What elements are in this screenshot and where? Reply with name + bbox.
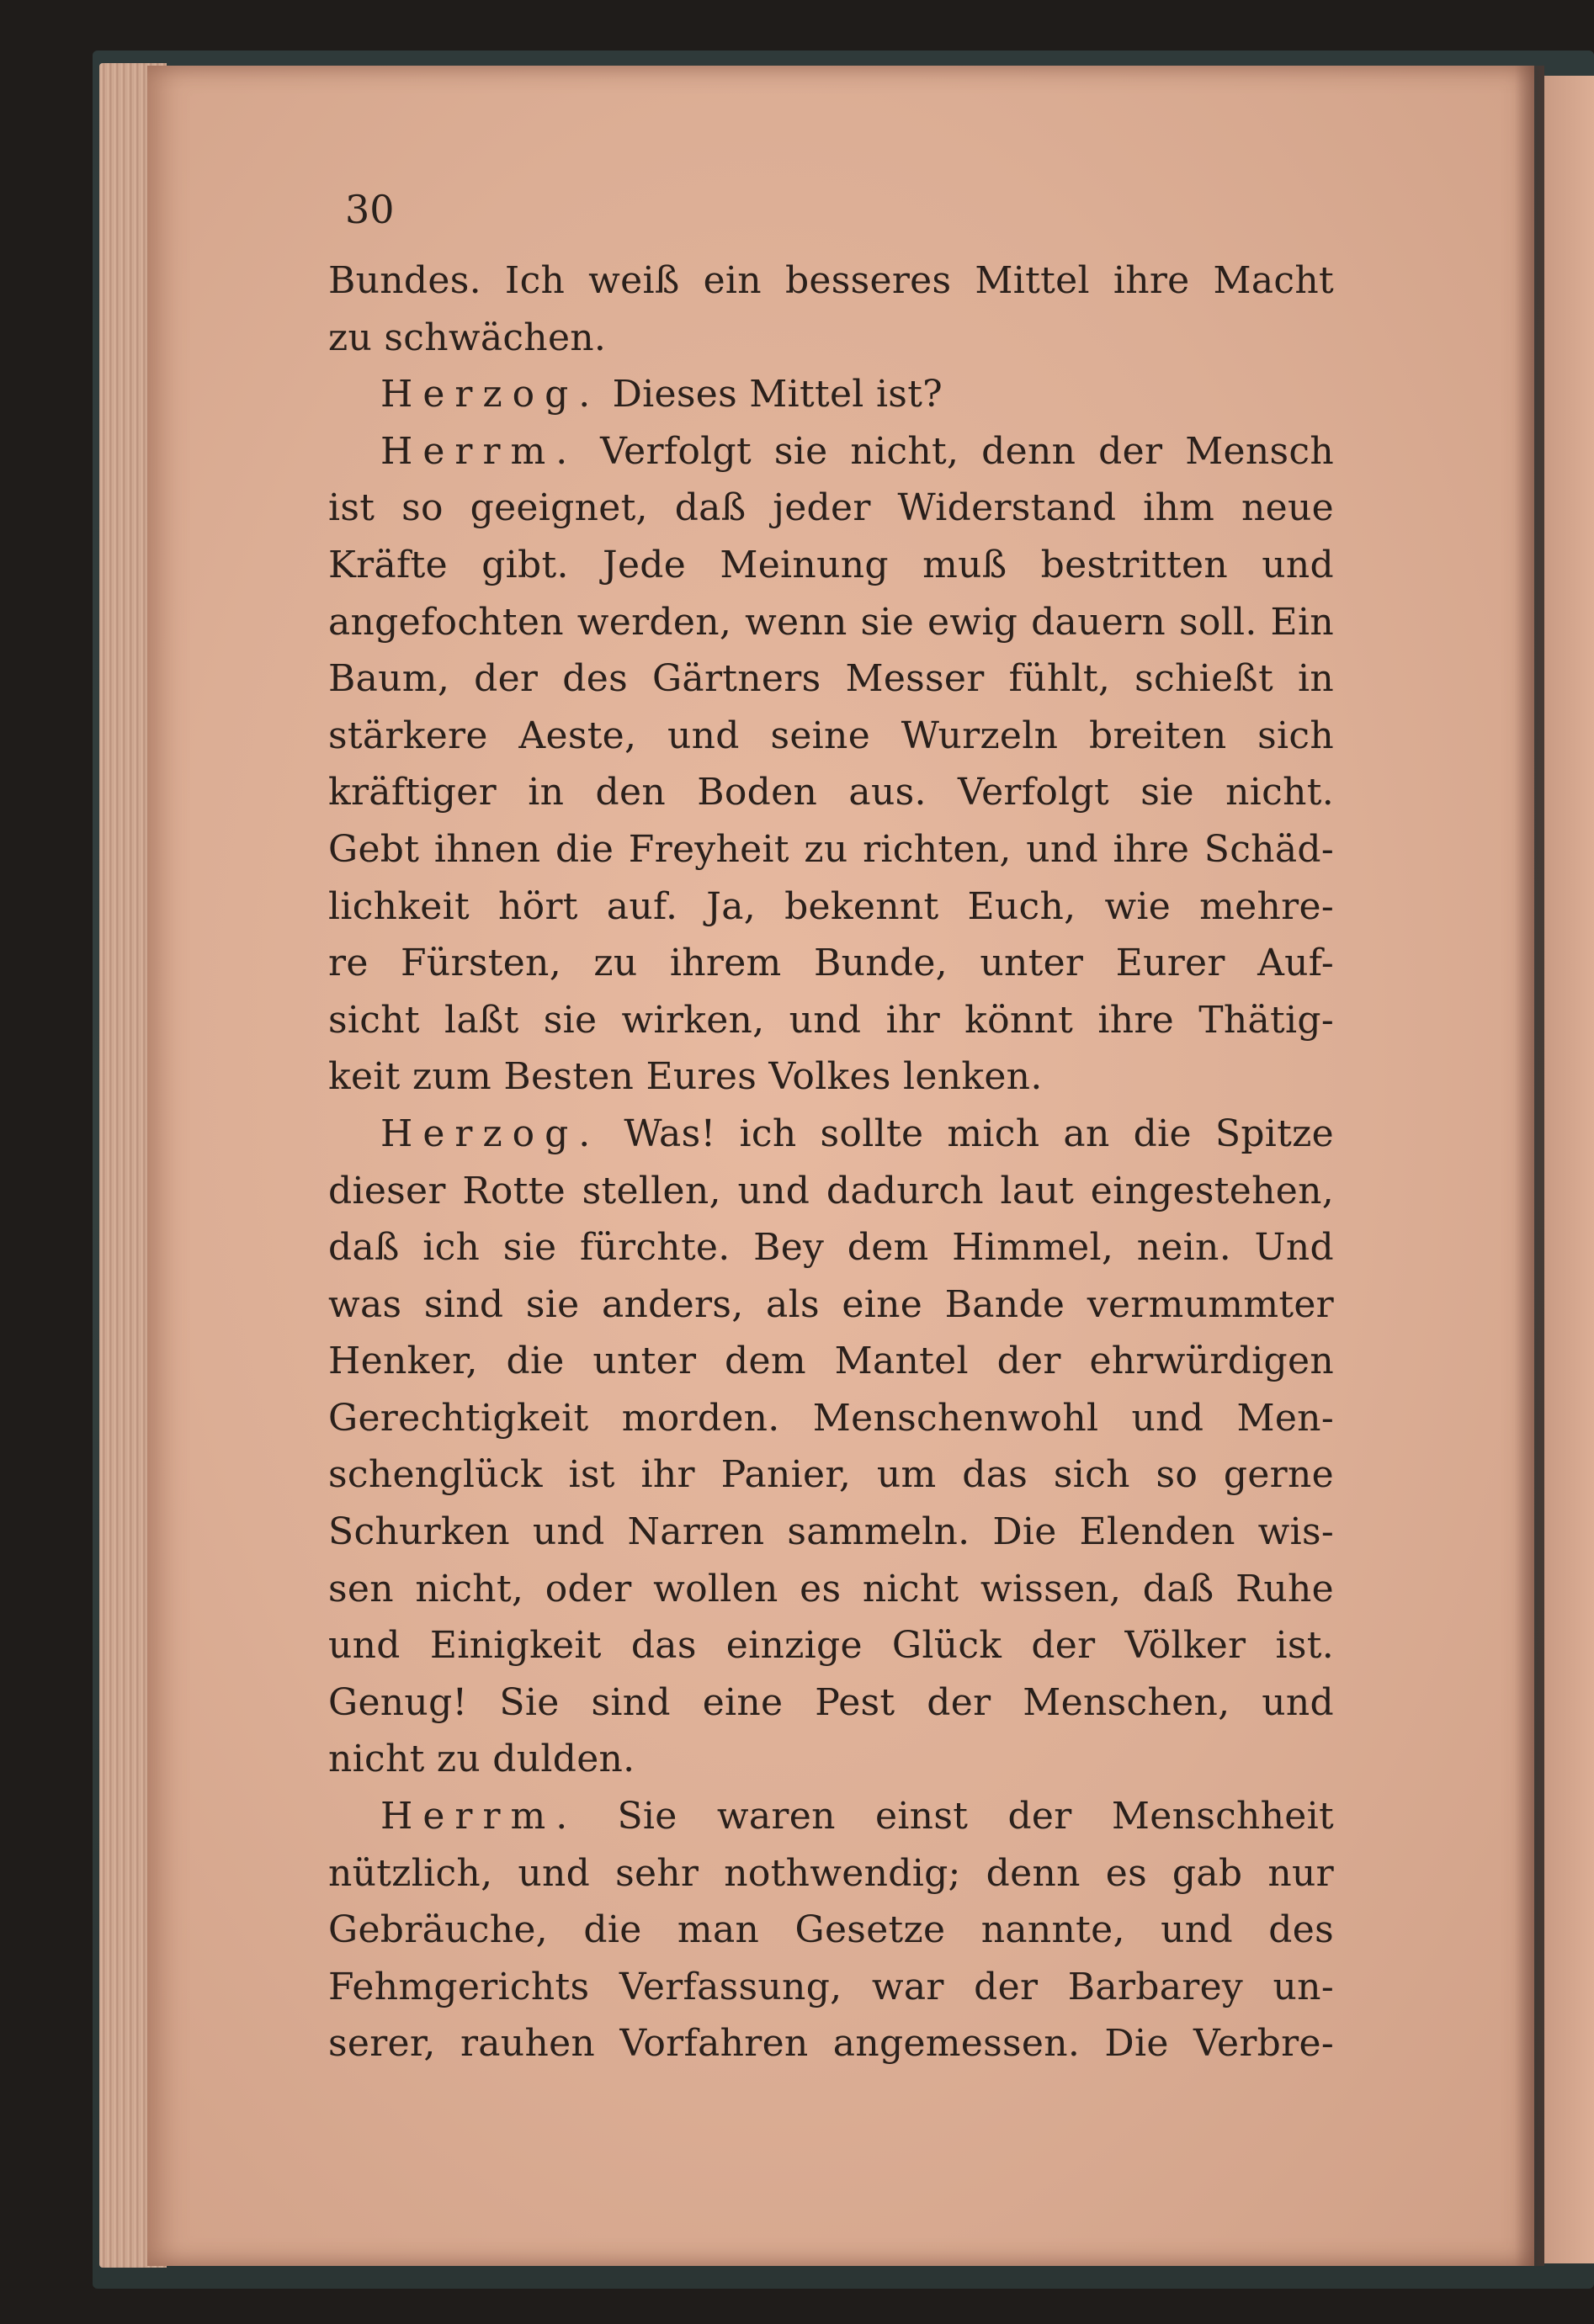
line-text: Was! ich sollte mich an die Spitze [624,1112,1334,1155]
text-line [328,821,1334,878]
text-line [328,252,1334,310]
line-text: kräftiger in den Boden aus. Verfolgt sie nicht. [328,771,1334,814]
text-line [328,650,1334,708]
text-line [328,2015,1334,2072]
speaker-name: Herzog. [380,1112,601,1155]
text-line [328,1106,1334,1163]
text-line [328,1390,1334,1447]
page-number: 30 [345,187,395,232]
text-line [328,878,1334,936]
line-text: Schurken und Narren sammeln. Die Elenden wis- [328,1510,1334,1554]
line-text: und Einigkeit das einzige Glück der Völker ist. [328,1624,1334,1668]
line-text: Gebräuche, die man Gesetze nannte, und des [328,1908,1334,1952]
line-text: sicht laßt sie wirken, und ihr könnt ihre Thätig- [328,998,1334,1042]
line-text: Verfolgt sie nicht, denn der Mensch [600,429,1334,473]
line-text: Henker, die unter dem Mantel der ehrwürdigen [328,1340,1334,1383]
text-line [328,935,1334,992]
line-text: Bundes. Ich weiß ein besseres Mittel ihre Macht [328,259,1334,302]
line-text: sen nicht, oder wollen es nicht wissen, daß Ruhe [328,1567,1334,1610]
text-line [328,537,1334,594]
speaker-name: Herrm. [380,1795,578,1839]
text-line [328,1163,1334,1220]
text-line [328,1048,1334,1106]
line-text: Gerechtigkeit morden. Menschenwohl und Men- [328,1396,1334,1440]
line-text: re Fürsten, zu ihrem Bunde, unter Eurer Auf- [328,942,1334,985]
text-line [328,1788,1334,1845]
line-text: nicht zu dulden. [328,1738,635,1781]
line-text: keit zum Besten Eures Volkes lenken. [328,1055,1043,1099]
line-text: daß ich sie fürchte. Bey dem Himmel, nein. Und [328,1226,1334,1270]
line-text: stärkere Aeste, und seine Wurzeln breiten sich [328,714,1334,757]
text-line [328,1845,1334,1902]
text-line [328,1219,1334,1276]
text-line [328,366,1334,423]
text-line [328,1902,1334,1959]
speaker-name: Herzog. [380,373,601,417]
line-text: nützlich, und sehr nothwendig; denn es gab nur [328,1851,1334,1895]
text-line [328,423,1334,480]
line-text: Kräfte gibt. Jede Meinung muß bestritten und [328,543,1334,586]
line-text: zu schwächen. [328,316,607,359]
line-text: angefochten werden, wenn sie ewig dauern soll. Ein [328,600,1334,644]
line-text: lichkeit hört auf. Ja, bekennt Euch, wie mehre- [328,884,1334,928]
line-text: dieser Rotte stellen, und dadurch laut eingestehen, [328,1169,1334,1212]
text-line [328,480,1334,537]
text-line [328,1617,1334,1674]
speaker-name: Herrm. [380,429,578,473]
text-line [328,310,1334,367]
line-text: Sie waren einst der Menschheit [617,1795,1334,1839]
line-text: Gebt ihnen die Freyheit zu richten, und ihre Schäd- [328,827,1334,871]
line-text: ist so geeignet, daß jeder Widerstand ihm neue [328,486,1334,530]
text-line [328,708,1334,765]
text-line [328,1333,1334,1390]
text-line [328,1674,1334,1732]
text-line [328,1731,1334,1788]
text-line [328,992,1334,1049]
line-text: Genug! Sie sind eine Pest der Menschen, und [328,1680,1334,1724]
text-line [328,1959,1334,2016]
line-text: Dieses Mittel ist? [612,373,943,417]
line-text: was sind sie anders, als eine Bande vermummter [328,1282,1334,1326]
line-text: schenglück ist ihr Panier, um das sich so gerne [328,1453,1334,1497]
line-text: Baum, der des Gärtners Messer fühlt, schießt in [328,657,1334,701]
text-line [328,1276,1334,1334]
body-text [328,252,1334,2072]
text-line [328,594,1334,651]
spine-shadow [1515,66,1544,2266]
text-line [328,1561,1334,1618]
line-text: Fehmgerichts Verfassung, war der Barbarey un- [328,1965,1334,2008]
line-text: serer, rauhen Vorfahren angemessen. Die Verbre- [328,2022,1334,2066]
text-line [328,1446,1334,1504]
facing-page-edge [1544,76,1594,2263]
text-line [328,764,1334,821]
text-line [328,1504,1334,1561]
